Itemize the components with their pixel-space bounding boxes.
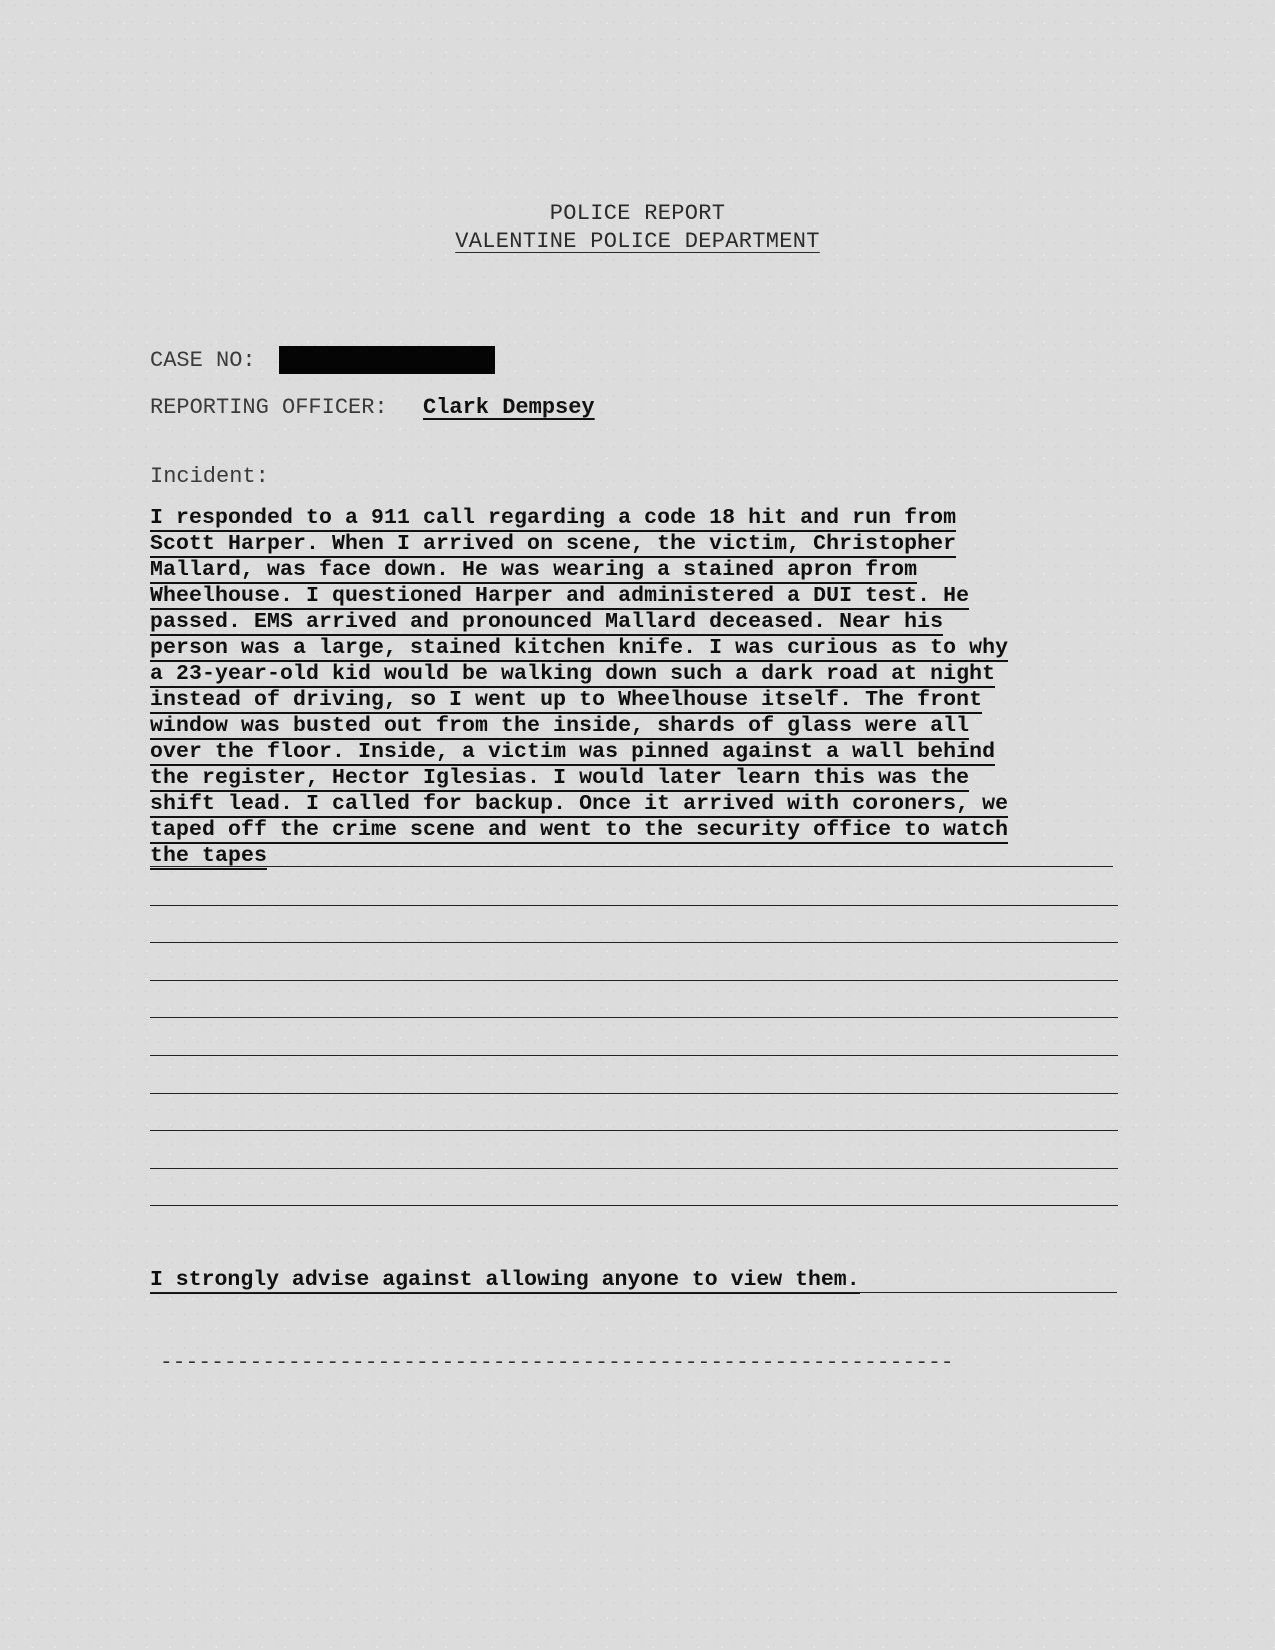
blank-form-rule <box>150 1017 1118 1018</box>
incident-label: Incident: <box>150 464 269 489</box>
reporting-officer-label: REPORTING OFFICER: <box>150 395 388 420</box>
signature-dash-line: -------------------------------------------------------------- <box>160 1352 954 1375</box>
incident-line: shift lead. I called for backup. Once it arrived with coroners, we <box>150 792 1009 816</box>
incident-line: instead of driving, so I went up to Wheelhouse itself. The front <box>150 688 983 712</box>
incident-line: over the floor. Inside, a victim was pinned against a wall behind <box>150 740 996 764</box>
incident-line: Wheelhouse. I questioned Harper and administered a DUI test. He <box>150 584 970 608</box>
report-title: POLICE REPORT <box>549 201 726 226</box>
incident-line: Mallard, was face down. He was wearing a stained apron from <box>150 558 918 582</box>
blank-form-rule <box>150 1093 1118 1094</box>
incident-line: Scott Harper. When I arrived on scene, the victim, Christopher <box>150 532 957 556</box>
incident-line: the tapes <box>150 844 268 868</box>
form-rule <box>150 866 1113 867</box>
incident-line: person was a large, stained kitchen knife. I was curious as to why <box>150 636 1009 660</box>
incident-line: window was busted out from the inside, shards of glass were all <box>150 714 970 738</box>
incident-line: the register, Hector Iglesias. I would later learn this was the <box>150 766 970 790</box>
case-number-redaction <box>279 346 495 374</box>
blank-form-rule <box>150 1055 1118 1056</box>
closing-rule <box>150 1292 1117 1293</box>
reporting-officer-name: Clark Dempsey <box>423 395 595 420</box>
incident-narrative <box>150 505 1110 869</box>
blank-form-rule <box>150 942 1118 943</box>
incident-line: I responded to a 911 call regarding a code 18 hit and run from <box>150 506 957 530</box>
blank-form-rule <box>150 980 1118 981</box>
blank-form-rule <box>150 905 1118 906</box>
case-number-label: CASE NO: <box>150 348 256 373</box>
blank-form-rule <box>150 1205 1118 1206</box>
department-name: VALENTINE POLICE DEPARTMENT <box>455 229 820 254</box>
incident-line: taped off the crime scene and went to the security office to watch <box>150 818 1009 842</box>
incident-line: passed. EMS arrived and pronounced Mallard deceased. Near his <box>150 610 944 634</box>
blank-form-rule <box>150 1130 1118 1131</box>
incident-line: a 23-year-old kid would be walking down such a dark road at night <box>150 662 996 686</box>
blank-form-rule <box>150 1168 1118 1169</box>
closing-statement: I strongly advise against allowing anyone to view them. <box>150 1268 860 1292</box>
